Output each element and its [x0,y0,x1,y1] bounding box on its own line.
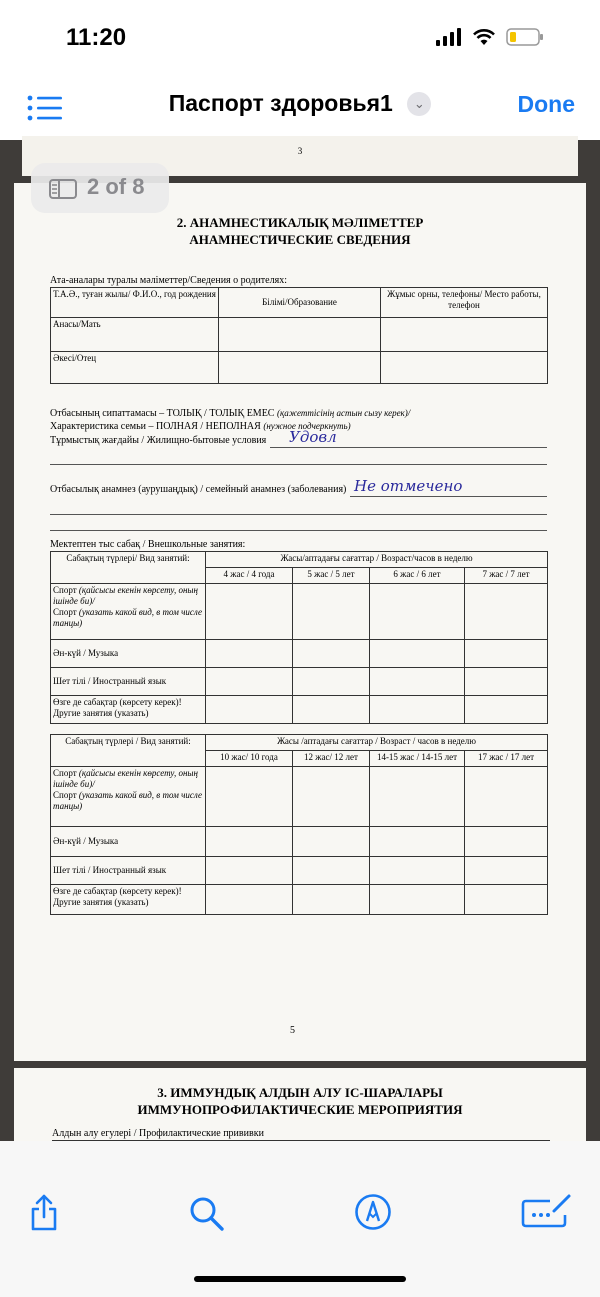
age-6: 6 жас / 6 лет [370,568,465,584]
bottom-toolbar [0,1141,600,1297]
signal-icon [436,28,462,46]
search-icon[interactable] [188,1195,226,1233]
next-section-title-kz: 3. ИММУНДЫҚ АЛДЫН АЛУ ІС-ШАРАЛАРЫ [157,1085,443,1100]
status-time: 11:20 [66,24,127,51]
edit-form-icon[interactable] [520,1193,572,1229]
age-10: 10 жас/ 10 года [206,751,293,767]
page-number: 5 [290,1025,295,1036]
status-bar [0,0,600,80]
family-anamnesis-handwriting: Не отмечено [354,477,463,495]
family-char-note: (нужное подчеркнуть) [263,421,351,431]
markup-icon[interactable] [354,1193,392,1231]
activity-other-2: Өзге де сабақтар (көрсету керек)! Другие занятия (указать) [51,885,206,915]
activity-sport-2: Спорт (қайсысы екенін көрсету, оның ішінде би)/ Спорт (указать какой вид, в том числе танцы) [51,767,206,827]
page-indicator[interactable] [31,163,169,213]
activity-language: Шет тілі / Иностранный язык [51,668,206,696]
parents-row-mother: Анасы/Мать [51,318,219,352]
activity-language-2: Шет тілі / Иностранный язык [51,857,206,885]
section-title-kz: 2. АНАМНЕСТИКАЛЫҚ МӘЛІМЕТТЕР [176,215,424,230]
battery-icon [506,28,544,46]
family-anamnesis-label: Отбасылық анамнез (аурушаңдық) / семейный анамнез (заболевания) [50,484,347,495]
activity-sport: Спорт (қайсысы екенін көрсету, оның ішінде би)/ Спорт (указать какой вид, в том числе танцы) [51,584,206,640]
activities-table-young [50,551,548,724]
parents-header-work: Жұмыс орны, телефоны/ Место работы, телефон [381,288,548,318]
section-title-ru: АНАМНЕСТИЧЕСКИЕ СВЕДЕНИЯ [189,232,411,247]
chevron-down-icon[interactable]: ⌄ [407,92,431,116]
activity-music: Ән-күй / Музыка [51,640,206,668]
age-7: 7 жас / 7 лет [465,568,548,584]
age-14-15: 14-15 жас / 14-15 лет [370,751,465,767]
previous-page-number: 3 [297,146,303,156]
activities-table-older [50,734,548,915]
age-4: 4 жас / 4 года [206,568,293,584]
parents-caption: Ата-аналары туралы мәліметтер/Сведения о родителях: [50,275,287,286]
activities-caption: Мектептен тыс сабақ / Внешкольные занятия: [50,539,246,550]
page-indicator-text: 2 of 8 [87,174,145,199]
activities-group-header-2: Жасы /аптадағы сағаттар / Возраст / часов в неделю [206,735,548,751]
activities-group-header: Жасы/аптадағы сағаттар / Возраст/часов в неделю [206,552,548,568]
parents-header-education: Білімі/Образование [219,288,381,318]
family-type-text: Отбасының сипаттамасы – ТОЛЫҚ / ТОЛЫҚ ЕМЕС [50,408,275,419]
done-button[interactable]: Done [517,91,575,117]
activities-col-header: Сабақтың түрлері/ Вид занятий: [51,552,206,584]
document-page [14,183,586,1061]
wifi-icon [472,28,496,46]
parents-row-father: Әкесі/Отец [51,352,219,384]
living-conditions-handwriting: Удовл [289,428,337,446]
age-12: 12 жас/ 12 лет [293,751,370,767]
age-5: 5 жас / 5 лет [293,568,370,584]
next-section-title-ru: ИММУНОПРОФИЛАКТИЧЕСКИЕ МЕРОПРИЯТИЯ [137,1102,463,1117]
share-icon[interactable] [28,1193,60,1233]
family-char-text: Характеристика семьи – ПОЛНАЯ / НЕПОЛНАЯ [50,421,261,432]
activity-other: Өзге де сабақтар (көрсету керек)! Другие занятия (указать) [51,696,206,724]
home-indicator [194,1276,406,1282]
family-type-note: (қажеттісінің астын сызу керек)/ [276,408,411,418]
family-type [50,408,410,419]
activity-music-2: Ән-күй / Музыка [51,827,206,857]
parents-header-name: Т.А.Ә., туған жылы/ Ф.И.О., год рождения [51,288,219,318]
living-conditions-label: Тұрмыстық жағдайы / Жилищно-бытовые условия [50,435,267,446]
navigation-bar [0,80,600,138]
age-17: 17 жас / 17 лет [465,751,548,767]
thumbnails-icon [49,179,77,199]
document-title[interactable]: Паспорт здоровья1 [168,90,393,116]
next-caption: Алдын алу егулері / Профилактические прививки [52,1128,264,1139]
activities-col-header-2: Сабақтың түрлері / Вид занятий: [51,735,206,767]
document-viewer[interactable] [0,140,600,1141]
parents-table [50,287,548,384]
